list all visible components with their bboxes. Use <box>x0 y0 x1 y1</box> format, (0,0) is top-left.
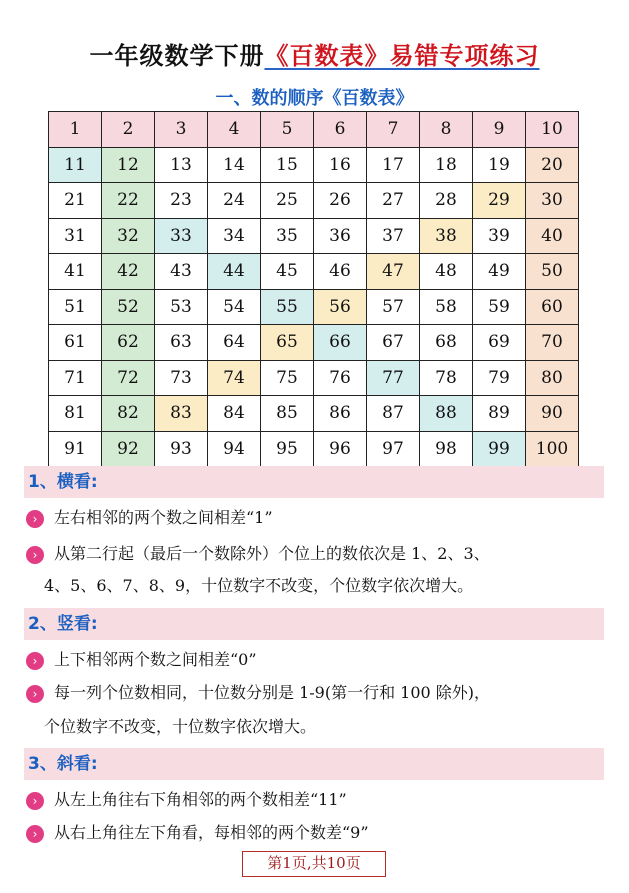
chevron-right-circle-icon: › <box>26 685 44 703</box>
table-cell: 62 <box>102 325 155 361</box>
table-cell: 83 <box>155 396 208 432</box>
table-row <box>49 360 579 396</box>
table-cell: 95 <box>261 431 314 467</box>
table-cell: 63 <box>155 325 208 361</box>
table-cell: 69 <box>473 325 526 361</box>
table-cell: 55 <box>261 289 314 325</box>
table-cell: 72 <box>102 360 155 396</box>
table-cell: 39 <box>473 218 526 254</box>
section-subtitle: 一、数的顺序《百数表》 <box>215 88 414 109</box>
page-title <box>0 36 629 71</box>
table-cell: 31 <box>49 218 102 254</box>
chevron-right-circle-icon: › <box>26 792 44 810</box>
table-cell: 67 <box>367 325 420 361</box>
table-cell: 33 <box>155 218 208 254</box>
list-item: › 从第二行起（最后一个数除外）个位上的数依次是 1、2、3、 <box>26 539 490 569</box>
table-row <box>49 218 579 254</box>
table-cell: 34 <box>208 218 261 254</box>
table-cell: 82 <box>102 396 155 432</box>
table-cell: 61 <box>49 325 102 361</box>
table-cell: 42 <box>102 254 155 290</box>
table-cell: 65 <box>261 325 314 361</box>
table-cell: 6 <box>314 112 367 148</box>
table-cell: 15 <box>261 147 314 183</box>
table-cell: 97 <box>367 431 420 467</box>
table-cell: 3 <box>155 112 208 148</box>
table-cell: 36 <box>314 218 367 254</box>
table-cell: 47 <box>367 254 420 290</box>
table-cell: 18 <box>420 147 473 183</box>
table-cell: 26 <box>314 183 367 219</box>
table-cell: 94 <box>208 431 261 467</box>
hundred-chart <box>48 111 579 467</box>
table-cell: 93 <box>155 431 208 467</box>
list-item: › 从左上角往右下角相邻的两个数相差“11” <box>26 785 347 815</box>
page-number: 第1页,共10页 <box>242 851 386 877</box>
table-cell: 48 <box>420 254 473 290</box>
table-cell: 10 <box>526 112 579 148</box>
table-cell: 30 <box>526 183 579 219</box>
table-cell: 5 <box>261 112 314 148</box>
list-item-continuation: 4、5、6、7、8、9，十位数字不改变，个位数字依次增大。 <box>44 576 474 595</box>
table-cell: 51 <box>49 289 102 325</box>
table-cell: 4 <box>208 112 261 148</box>
chevron-right-circle-icon: › <box>26 652 44 670</box>
table-cell: 74 <box>208 360 261 396</box>
table-cell: 64 <box>208 325 261 361</box>
table-cell: 43 <box>155 254 208 290</box>
table-row <box>49 431 579 467</box>
table-cell: 23 <box>155 183 208 219</box>
table-cell: 17 <box>367 147 420 183</box>
list-item-continuation: 个位数字不改变，十位数字依次增大。 <box>44 717 317 736</box>
table-cell: 58 <box>420 289 473 325</box>
table-cell: 85 <box>261 396 314 432</box>
table-cell: 90 <box>526 396 579 432</box>
table-cell: 88 <box>420 396 473 432</box>
list-item: › 左右相邻的两个数之间相差“1” <box>26 503 273 533</box>
chevron-right-circle-icon: › <box>26 510 44 528</box>
chevron-right-circle-icon: › <box>26 825 44 843</box>
table-cell: 73 <box>155 360 208 396</box>
table-cell: 25 <box>261 183 314 219</box>
table-cell: 11 <box>49 147 102 183</box>
table-cell: 24 <box>208 183 261 219</box>
table-cell: 7 <box>367 112 420 148</box>
table-cell: 77 <box>367 360 420 396</box>
table-cell: 9 <box>473 112 526 148</box>
table-row <box>49 183 579 219</box>
table-cell: 12 <box>102 147 155 183</box>
table-row <box>49 396 579 432</box>
table-cell: 54 <box>208 289 261 325</box>
table-cell: 29 <box>473 183 526 219</box>
table-cell: 78 <box>420 360 473 396</box>
table-cell: 37 <box>367 218 420 254</box>
table-row <box>49 147 579 183</box>
section-heading-diagonal: 3、斜看: <box>24 748 604 780</box>
section-heading-horizontal: 1、横看: <box>24 466 604 498</box>
table-cell: 22 <box>102 183 155 219</box>
table-cell: 86 <box>314 396 367 432</box>
table-cell: 49 <box>473 254 526 290</box>
table-cell: 28 <box>420 183 473 219</box>
table-cell: 20 <box>526 147 579 183</box>
section-heading-vertical: 2、竖看: <box>24 608 604 640</box>
table-cell: 70 <box>526 325 579 361</box>
table-cell: 45 <box>261 254 314 290</box>
table-cell: 92 <box>102 431 155 467</box>
table-cell: 59 <box>473 289 526 325</box>
table-cell: 68 <box>420 325 473 361</box>
table-cell: 1 <box>49 112 102 148</box>
table-row <box>49 325 579 361</box>
table-cell: 66 <box>314 325 367 361</box>
table-cell: 75 <box>261 360 314 396</box>
table-cell: 71 <box>49 360 102 396</box>
table-cell: 53 <box>155 289 208 325</box>
table-cell: 19 <box>473 147 526 183</box>
table-cell: 81 <box>49 396 102 432</box>
title-highlight: 《百数表》易错专项练习 <box>264 42 540 70</box>
table-cell: 44 <box>208 254 261 290</box>
list-item: › 上下相邻两个数之间相差“0” <box>26 645 257 675</box>
table-cell: 2 <box>102 112 155 148</box>
table-cell: 8 <box>420 112 473 148</box>
table-cell: 16 <box>314 147 367 183</box>
table-cell: 60 <box>526 289 579 325</box>
table-cell: 21 <box>49 183 102 219</box>
table-cell: 32 <box>102 218 155 254</box>
table-cell: 89 <box>473 396 526 432</box>
table-cell: 80 <box>526 360 579 396</box>
table-cell: 50 <box>526 254 579 290</box>
title-prefix: 一年级数学下册 <box>89 42 265 70</box>
table-cell: 84 <box>208 396 261 432</box>
table-cell: 57 <box>367 289 420 325</box>
table-cell: 91 <box>49 431 102 467</box>
table-cell: 46 <box>314 254 367 290</box>
table-cell: 96 <box>314 431 367 467</box>
table-cell: 52 <box>102 289 155 325</box>
table-cell: 41 <box>49 254 102 290</box>
table-cell: 98 <box>420 431 473 467</box>
table-cell: 27 <box>367 183 420 219</box>
table-cell: 87 <box>367 396 420 432</box>
table-cell: 35 <box>261 218 314 254</box>
table-cell: 38 <box>420 218 473 254</box>
table-row <box>49 254 579 290</box>
table-row <box>49 112 579 148</box>
table-cell: 79 <box>473 360 526 396</box>
table-cell: 100 <box>526 431 579 467</box>
table-cell: 40 <box>526 218 579 254</box>
table-cell: 56 <box>314 289 367 325</box>
table-cell: 14 <box>208 147 261 183</box>
table-cell: 99 <box>473 431 526 467</box>
table-cell: 76 <box>314 360 367 396</box>
list-item: › 每一列个位数相同，十位数分别是 1-9(第一行和 100 除外)， <box>26 678 490 708</box>
table-row <box>49 289 579 325</box>
chevron-right-circle-icon: › <box>26 546 44 564</box>
table-cell: 13 <box>155 147 208 183</box>
list-item: › 从右上角往左下角看，每相邻的两个数差“9” <box>26 818 369 848</box>
